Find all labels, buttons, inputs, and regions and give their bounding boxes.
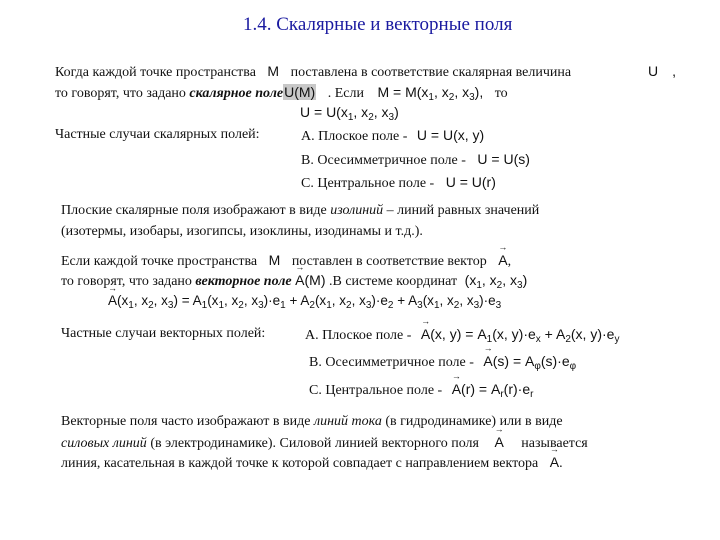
formula-central-scalar: U = U(r) <box>445 174 496 190</box>
term-vector-field: векторное поле <box>195 274 292 289</box>
formula-plane-scalar: U = U(x, y) <box>416 127 485 143</box>
scalar-case-c: С. Центральное поле - U = U(r) <box>301 174 496 191</box>
formula-A-of-M: → A(M) <box>295 272 325 288</box>
text: . Если <box>327 86 364 101</box>
term-field-lines: силовых линий <box>61 436 147 451</box>
streamlines-line-2: силовых линий (в электродинамике). Силовой линией векторного поля → A называется <box>61 434 588 452</box>
formula-U: U , <box>648 63 677 79</box>
page-title: 1.4. Скалярные и векторные поля <box>243 14 513 35</box>
vector-definition-line-1: Если каждой точке пространства M поставлен в соответствие вектор → A, <box>61 252 511 270</box>
streamlines-line-1: Векторные поля часто изображают в виде линий тока (в гидродинамике) или в виде <box>61 414 563 429</box>
formula-coordinates: ($x_1$, $x_2$, $x_3$) <box>464 272 528 291</box>
vector-A-symbol: → A <box>494 434 503 450</box>
scalar-definition-line-1 <box>55 63 571 81</box>
term-scalar-field: скалярное поле <box>189 86 284 101</box>
formula-U-of-M: U(M) <box>284 84 316 100</box>
streamlines-line-3: линия, касательная в каждой точке к которой совпадает с направлением вектора → A. <box>61 454 563 472</box>
scalar-case-a: А. Плоское поле - U = U(x, y) <box>301 127 485 144</box>
vector-A-symbol: → A <box>550 454 559 470</box>
text: поставлена в соответствие скалярная величина <box>290 65 572 80</box>
text: то <box>494 86 508 101</box>
vector-A-symbol: → A <box>498 252 507 268</box>
formula-plane-vector: → A(x, $y) = A_1(x$, $y)\cdot e_x + A_2(x$, $y)\cdot e_y$ <box>421 326 620 342</box>
isolines-line-2: (изотермы, изобары, изогипсы, изоклины, изодинамы и т.д.). <box>61 224 423 239</box>
vector-definition-line-2: то говорят, что задано векторное поле → A(M) .В системе координат ($x_1$, $x_2$, $x_3$) <box>61 272 527 291</box>
term-streamlines: линий тока <box>313 414 382 429</box>
vector-case-c: С. Центральное поле - → $A(r) = A_r(r)\cdot e_r$ <box>309 381 533 400</box>
formula-M: M <box>268 252 281 268</box>
scalar-case-b: В. Осесимметричное поле - U = U(s) <box>301 151 530 168</box>
scalar-definition-line-2 <box>55 84 508 103</box>
scalar-cases-label: Частные случаи скалярных полей: <box>55 127 260 142</box>
formula-axisymmetric-scalar: U = U(s) <box>477 151 530 167</box>
formula-vector-decomposition: → $A(x_1$, $x_2$, $x_3) = A_1(x_1$, $x_2$, $x_3)\cdot e_1 + A_2(x_1$, $x_2$, $x_3)\cdot e_2 + A_3(x_1$, $x_2$, $x_3)\cdot e_3$ <box>108 293 501 311</box>
term-isolines: изолиний <box>330 203 384 218</box>
formula-M-coords: $M = M(x_1$, $x_2$, $x_3$), <box>377 84 484 103</box>
formula-axisymmetric-vector: → $A(s) = A_\varphi(s)\cdot e_\varphi$ <box>483 353 576 369</box>
formula-central-vector: → $A(r) = A_r(r)\cdot e_r$ <box>452 381 534 397</box>
vector-case-b: В. Осесимметричное поле - → $A(s) = A_\varphi(s)\cdot e_\varphi$ <box>309 353 576 372</box>
vector-case-a: А. Плоское поле - → A(x, $y) = A_1(x$, $y)\cdot e_x + A_2(x$, $y)\cdot e_y$ <box>305 326 619 345</box>
formula-M: M <box>267 63 280 79</box>
isolines-line-1: Плоские скалярные поля изображают в виде изолиний – линий равных значений <box>61 203 540 218</box>
text: Когда каждой точке пространства <box>55 65 256 80</box>
formula-U-coords: $U = U(x_1$, $x_2$, $x_3$) <box>300 104 399 123</box>
vector-cases-label: Частные случаи векторных полей: <box>61 326 266 341</box>
text: то говорят, что задано <box>55 86 186 101</box>
